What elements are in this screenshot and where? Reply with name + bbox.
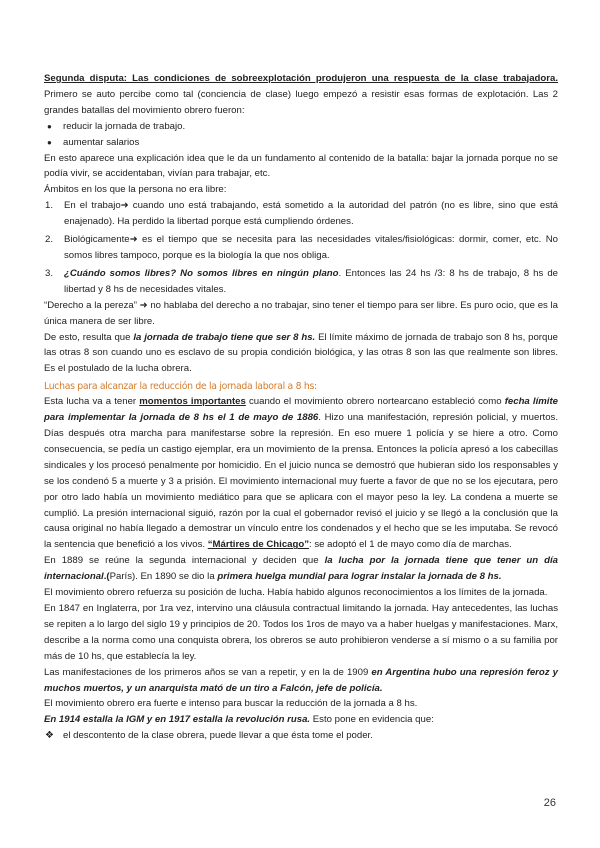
list-item: ● reducir la jornada de trabajo. [44, 119, 558, 135]
paragraph: El movimiento obrero refuerza su posición de lucha. Había habido algunos reconocimientos a los límites de la jornada. [44, 587, 548, 599]
bullet-icon: ● [47, 137, 52, 147]
paragraph-segunda-disputa: Segunda disputa: Las condiciones de sobreexplotación produjeron una respuesta de la clase trabajadora. Primero se auto percibe como tal (conciencia de clase) luego empezó a resistir esas formas de explotación. Las 2 grandes batallas del movimiento obrero fueron: [44, 73, 558, 116]
section-title: Segunda disputa: Las condiciones de sobreexplotación produjeron una respuesta de la clase trabajadora. [44, 73, 558, 84]
paragraph: En esto aparece una explicación idea que le da un fundamento al contenido de la batalla: bajar la jornada porque no se podía vivir, se accidentaban, vivían para trabajar, etc. [44, 152, 558, 180]
paragraph: En 1889 se reúne la segunda internacional y deciden que la lucha por la jornada tiene que tener un día internacional.(París). En 1890 se dio la primera huelga mundial para lograr instalar la jornada de 8 hs. [44, 555, 558, 583]
ambitos-list [44, 198, 558, 297]
list-item: ❖ el descontento de la clase obrera, puede llevar a que ésta tome el poder. [44, 728, 558, 744]
paragraph: Esta lucha va a tener momentos importantes cuando el movimiento obrero nortearcano estableció como fecha límite para implementar la jornada de 8 hs el 1 de mayo de 1886. Hizo una manifestación, represión policial, y muertos. Días después otra marcha para manifestarse sobre la represión. En eso muere 1 policía y se hiere a otro. Como consecuencia, se pedía un castigo ejemplar, era un movimiento de la prensa. Entonces la policía apresó a los cabecillas sindicales y los procesó penalmente por homicidio. En el juicio nunca se demostró que hubieran sido los responsables y se los condenó 5 a muerte y 3 a prisión. El movimiento internacional muy fuerte a favor de que no se los ejecutara, pero por otro lado había un movimiento mediático para que se aplicara con el mayor peso la ley. La condena a muerte se cumplió. La presión internacional siguió, razón por la cual el gobernador revisó el juicio y se llegó a la conclusión que la causa original no había llegado a demostrar un vínculo entre los condenados y el hecho que se les imputaba. Se revocó la sentencia que benefició a los vivos. “Mártires de Chicago”: se adoptó el 1 de mayo como día de marchas. [44, 396, 558, 551]
battles-list [44, 119, 558, 151]
consequence-list [44, 728, 558, 744]
diamond-bullet-icon: ❖ [45, 730, 54, 742]
paragraph: Ámbitos en los que la persona no era libre: [44, 184, 227, 196]
bullet-icon: ● [47, 121, 52, 131]
paragraph: “Derecho a la pereza” ➜ no hablaba del derecho a no trabajar, sino tener el tiempo para ser libre. Es puro ocio, que es la única manera de ser libre. [44, 299, 558, 327]
paragraph: Las manifestaciones de los primeros años se van a repetir, y en la de 1909 en Argentina hubo una represión feroz y muchos muertos, y un anarquista mató de un tiro a Falcón, jefe de policía. [44, 666, 558, 694]
section-heading: Luchas para alcanzar la reducción de la jornada laboral a 8 hs: [44, 381, 317, 393]
page-number: 26 [543, 797, 556, 809]
document-body [44, 71, 558, 744]
paragraph: De esto, resulta que la jornada de trabajo tiene que ser 8 hs. El límite máximo de jornada de trabajo son 8 hs, porque las otras 8 son cuando uno es esclavo de su propia condición biológica, y las otras 8 son las que realmente son libres. Es el postulado de la lucha obrera. [44, 331, 558, 375]
paragraph: El movimiento obrero era fuerte e intenso para buscar la reducción de la jornada a 8 hs. [44, 698, 418, 710]
list-item: 1. En el trabajo➜ cuando uno está trabajando, está sometido a la autoridad del patrón (no es libre, sino que está enajenado). Ha perdido la libertad porque está cumpliendo órdenes. [45, 200, 558, 228]
paragraph: En 1847 en Inglaterra, por 1ra vez, intervino una cláusula contractual limitando la jornada. Hay antecedentes, las luchas se repiten a lo largo del siglo 19 y principios de 20. Todos los 1ros de mayo va a haber huelgas y manifestaciones. Marx, describe a la norma como una conquista obrera, los obreros se auto prohibieron venderse a sí mismo o a su familia por más de 10 hs, que establecía la ley. [44, 603, 558, 662]
list-item: ● aumentar salarios [44, 135, 558, 151]
list-item: 2. Biológicamente➜ es el tiempo que se necesita para las necesidades vitales/fisiológicas: dormir, comer, etc. No somos libres tampoco, porque es la biología la que nos obliga. [45, 234, 558, 261]
paragraph: En 1914 estalla la IGM y en 1917 estalla la revolución rusa. Esto pone en evidencia que: [44, 714, 434, 726]
list-item: 3. ¿Cuándo somos libres? No somos libres en ningún plano. Entonces las 24 hs /3: 8 hs de trabajo, 8 hs de libertad y 8 hs de necesidades vitales. [45, 267, 558, 295]
